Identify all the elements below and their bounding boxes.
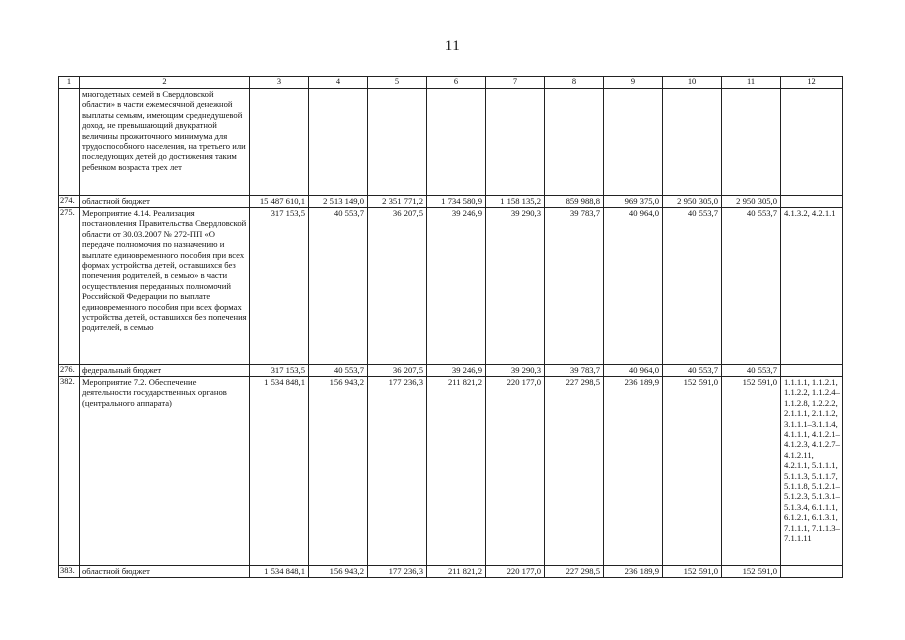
value-cell: 220 177,0 [486,377,545,566]
header-cell: 10 [663,77,722,89]
value-cell: 40 553,7 [722,208,781,365]
value-cell: 39 246,9 [427,208,486,365]
value-cell: 36 207,5 [368,365,427,377]
value-cell: 2 513 149,0 [309,196,368,208]
value-cell: 1 534 848,1 [250,377,309,566]
table-row [59,377,843,566]
value-cell: 211 821,2 [427,566,486,578]
value-cell: 39 783,7 [545,365,604,377]
value-cell: 39 783,7 [545,208,604,365]
value-cell: 317 153,5 [250,365,309,377]
value-cell: 40 553,7 [722,365,781,377]
value-cell: 152 591,0 [663,566,722,578]
value-cell: 236 189,9 [604,377,663,566]
row-description: областной бюджет [80,196,250,208]
value-cell: 152 591,0 [722,377,781,566]
value-cell: 15 487 610,1 [250,196,309,208]
value-cell: 236 189,9 [604,566,663,578]
target-codes [781,89,843,196]
value-cell [250,89,309,196]
value-cell: 39 246,9 [427,365,486,377]
value-cell [722,89,781,196]
row-number: 276. [59,365,80,377]
header-cell: 6 [427,77,486,89]
value-cell [604,89,663,196]
target-codes [781,566,843,578]
value-cell: 211 821,2 [427,377,486,566]
target-codes [781,365,843,377]
header-cell: 2 [80,77,250,89]
table-row [59,208,843,365]
header-cell: 3 [250,77,309,89]
value-cell: 40 964,0 [604,365,663,377]
table-row [59,566,843,578]
value-cell: 40 553,7 [663,208,722,365]
value-cell: 177 236,3 [368,377,427,566]
program-table [58,76,843,578]
value-cell: 227 298,5 [545,566,604,578]
header-cell: 11 [722,77,781,89]
header-cell: 1 [59,77,80,89]
header-cell: 7 [486,77,545,89]
value-cell: 317 153,5 [250,208,309,365]
target-codes: 4.1.3.2, 4.2.1.1 [781,208,843,365]
page-number: 11 [444,38,461,54]
row-number: 383. [59,566,80,578]
value-cell: 39 290,3 [486,208,545,365]
value-cell: 152 591,0 [722,566,781,578]
value-cell [663,89,722,196]
value-cell [309,89,368,196]
table-row [59,365,843,377]
row-description: Мероприятие 7.2. Обеспечение деятельности государственных органов (центрального аппарата) [80,377,250,566]
target-codes [781,196,843,208]
row-description: областной бюджет [80,566,250,578]
value-cell: 156 943,2 [309,566,368,578]
value-cell: 39 290,3 [486,365,545,377]
value-cell [545,89,604,196]
row-number: 274. [59,196,80,208]
value-cell: 36 207,5 [368,208,427,365]
header-cell: 4 [309,77,368,89]
value-cell: 969 375,0 [604,196,663,208]
value-cell: 859 988,8 [545,196,604,208]
value-cell: 220 177,0 [486,566,545,578]
table-header-row [59,77,843,89]
value-cell: 2 950 305,0 [722,196,781,208]
table-row [59,196,843,208]
value-cell: 40 964,0 [604,208,663,365]
value-cell: 227 298,5 [545,377,604,566]
row-number: 275. [59,208,80,365]
value-cell: 2 351 771,2 [368,196,427,208]
value-cell: 40 553,7 [309,208,368,365]
row-description: многодетных семей в Свердловской области» в части ежемесячной денежной выплаты семьям, имеющим среднедушевой доход, не превышающий двукратной величины прожиточного минимума для трудоспособного населения, на третьего или последующих детей до достижения таким ребенком возраста трех лет [80,89,250,196]
value-cell: 40 553,7 [309,365,368,377]
row-number: 382. [59,377,80,566]
value-cell: 177 236,3 [368,566,427,578]
row-number [59,89,80,196]
value-cell [427,89,486,196]
value-cell: 1 158 135,2 [486,196,545,208]
value-cell [368,89,427,196]
row-description: федеральный бюджет [80,365,250,377]
header-cell: 5 [368,77,427,89]
value-cell [486,89,545,196]
header-cell: 8 [545,77,604,89]
value-cell: 1 734 580,9 [427,196,486,208]
value-cell: 2 950 305,0 [663,196,722,208]
header-cell: 12 [781,77,843,89]
row-description: Мероприятие 4.14. Реализация постановления Правительства Свердловской области от 30.03.2007 № 272-ПП «О передаче полномочия по назначению и выплате единовременного пособия при всех формах устройства детей, оставшихся без попечения родителей, в семью» в части осуществления переданных полномочий Российской Федерации по выплате единовременного пособия при всех формах устройства детей, оставшихся без попечения родителей, в семью [80,208,250,365]
value-cell: 156 943,2 [309,377,368,566]
table-row [59,89,843,196]
target-codes: 1.1.1.1, 1.1.2.1, 1.1.2.2, 1.1.2.4–1.1.2.8, 1.2.2.2, 2.1.1.1, 2.1.1.2, 3.1.1.1–3.1.1.4, 4.1.1.1, 4.1.2.1–4.1.2.3, 4.1.2.7– 4.1.2.11, 4.2.1.1, 5.1.1.1, 5.1.1.3, 5.1.1.7, 5.1.1.8, 5.1.2.1–5.1.2.3, 5.1.3.1–5.1.3.4, 6.1.1.1, 6.1.2.1, 6.1.3.1, 7.1.1.1, 7.1.1.3– 7.1.1.11 [781,377,843,566]
value-cell: 152 591,0 [663,377,722,566]
header-cell: 9 [604,77,663,89]
value-cell: 40 553,7 [663,365,722,377]
value-cell: 1 534 848,1 [250,566,309,578]
